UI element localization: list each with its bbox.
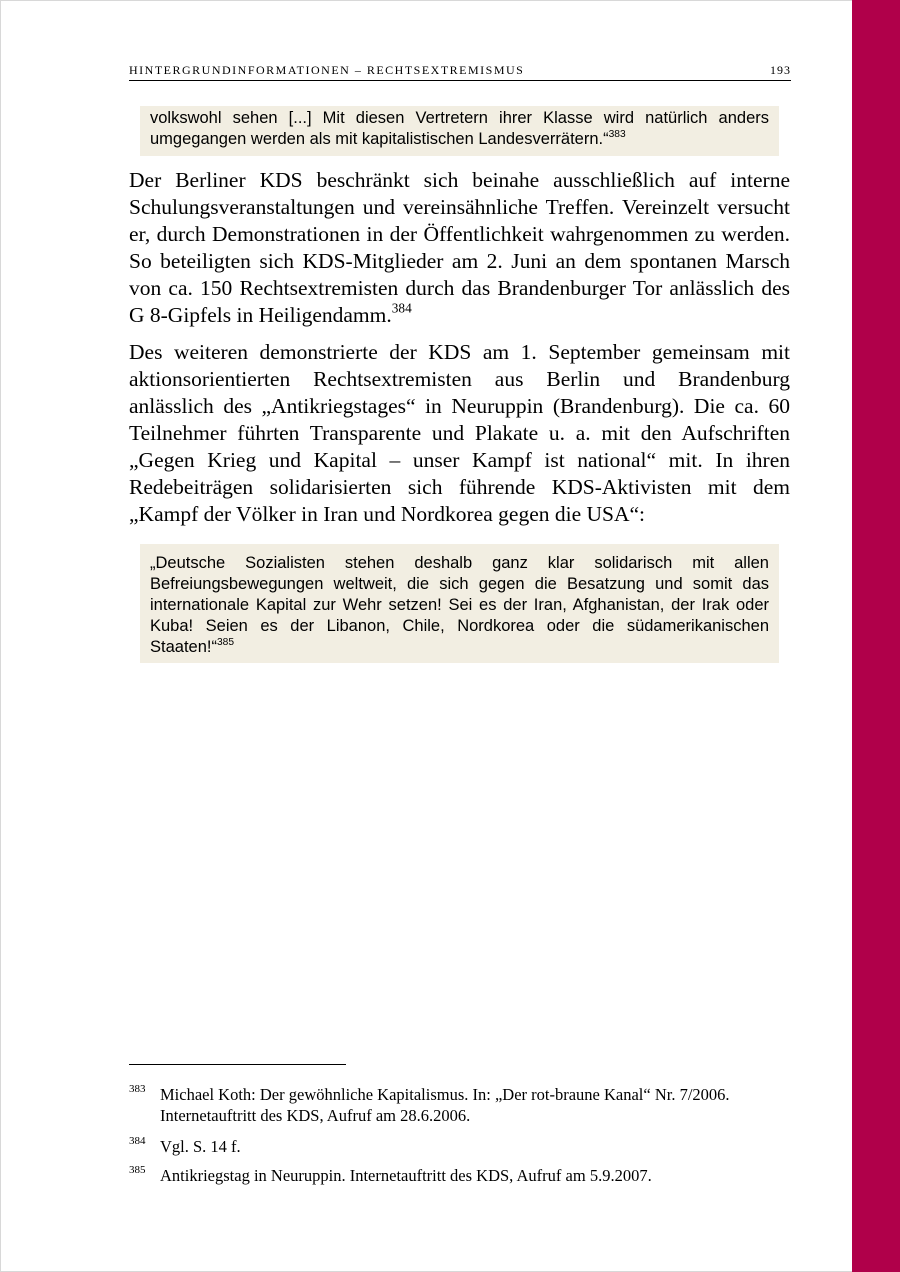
footnote — [129, 1165, 791, 1186]
footnote-ref: 385 — [216, 636, 235, 648]
quote-box-bottom — [140, 544, 779, 663]
body-paragraph-1 — [129, 167, 790, 329]
footnote-ref: 383 — [608, 128, 626, 140]
page-number: 193 — [770, 63, 791, 77]
footnote-number: 383 — [129, 1083, 146, 1095]
quote-text-body: „Deutsche Sozialisten stehen deshalb ganz klar solidarisch mit allen Befreiungsbewegungen weltweit, die sich gegen die Besatzung und somit das internationale Kapital zur Wehr setzen! Sei es der Iran, Afghanistan, der Irak oder Kuba! Seien es der Libanon, Chile, Nordkorea oder die südamerikanischen Staaten!“ — [150, 554, 769, 656]
paragraph-text: Der Berliner KDS beschränkt sich beinahe ausschließlich auf interne Schulungsveranstaltungen und vereinsähnliche Treffen. Vereinzelt versucht er, durch Demonstrationen in der Öffentlichkeit wahrgenommen zu werden. So beteiligten sich KDS-Mitglieder am 2. Juni an dem spontanen Marsch von ca. 150 Rechtsextremisten durch das Brandenburger Tor anlässlich des G 8-Gipfels in Heiligendamm. — [129, 168, 790, 327]
footnote-number: 385 — [129, 1164, 146, 1176]
footnote-text: Antikriegstag in Neuruppin. Internetauftritt des KDS, Aufruf am 5.9.2007. — [160, 1166, 652, 1185]
quote-box-top — [140, 106, 779, 156]
running-header — [129, 62, 791, 81]
quote-text — [150, 553, 769, 658]
footnote-separator — [129, 1064, 346, 1065]
footnote-text: Vgl. S. 14 f. — [160, 1137, 241, 1156]
header-title: HINTERGRUNDINFORMATIONEN – RECHTSEXTREMISMUS — [129, 63, 525, 77]
footnote-ref: 384 — [391, 300, 412, 316]
paragraph-text: Des weiteren demonstrierte der KDS am 1. September gemeinsam mit aktionsorientierten Rechtsextremisten aus Berlin und Brandenburg anlässlich des „Antikriegstages“ in Neuruppin (Brandenburg). Die ca. 60 Teilnehmer führten Transparente und Plakate u. a. mit den Aufschriften „Gegen Krieg und Kapital – unser Kampf ist national“ mit. In ihren Redebeiträgen solidarisierten sich führende KDS-Aktivisten mit dem „Kampf der Völker in Iran und Nordkorea gegen die USA“: — [129, 340, 790, 526]
quote-text — [150, 108, 769, 150]
quote-text-body: volkswohl sehen [...] Mit diesen Vertretern ihrer Klasse wird natürlich anders umgegangen werden als mit kapitalistischen Landesverrätern.“ — [150, 109, 769, 148]
footnote — [129, 1084, 791, 1126]
footnote-number: 384 — [129, 1135, 146, 1147]
footnote — [129, 1136, 791, 1157]
side-color-bar — [852, 0, 900, 1272]
body-paragraph-2 — [129, 339, 790, 528]
footnote-text: Michael Koth: Der gewöhnliche Kapitalismus. In: „Der rot-braune Kanal“ Nr. 7/2006. Internetauftritt des KDS, Aufruf am 28.6.2006. — [160, 1085, 730, 1125]
